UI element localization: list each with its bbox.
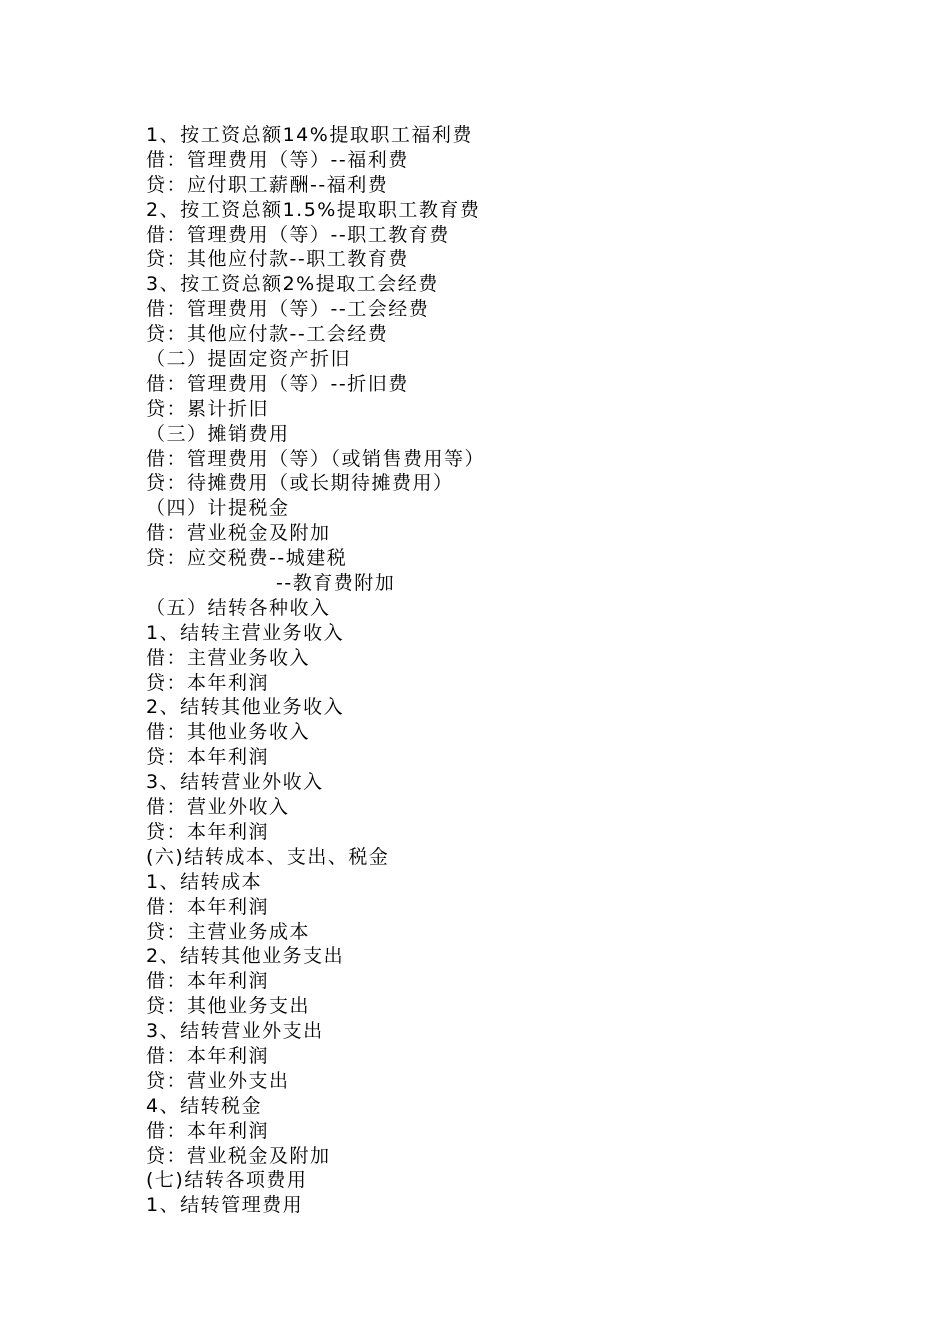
text-line: 1、结转成本 xyxy=(146,870,263,893)
text-line: （二）提固定资产折旧 xyxy=(146,348,352,371)
text-line: 贷：本年利润 xyxy=(146,746,270,769)
text-line: 1、结转主营业务收入 xyxy=(146,621,345,644)
text-line: 贷：应交税费--城建税 xyxy=(146,547,348,570)
text-line: 借：管理费用（等）（或销售费用等） xyxy=(146,447,486,470)
text-line: 1、按工资总额14%提取职工福利费 xyxy=(146,124,473,146)
text-line: 借：本年利润 xyxy=(146,895,270,918)
text-line: 3、结转营业外支出 xyxy=(146,1020,324,1043)
text-line: --教育费附加 xyxy=(276,572,396,595)
text-line: 3、结转营业外收入 xyxy=(146,771,324,794)
text-line: （五）结转各种收入 xyxy=(146,596,331,619)
text-line: 借：管理费用（等）--工会经费 xyxy=(146,298,430,321)
text-line: 借：管理费用（等）--福利费 xyxy=(146,148,409,171)
text-line: 借：管理费用（等）--职工教育费 xyxy=(146,223,450,246)
text-line: 1、结转管理费用 xyxy=(146,1194,304,1217)
text-line: （三）摊销费用 xyxy=(146,422,290,445)
text-line: 贷：其他应付款--职工教育费 xyxy=(146,248,409,271)
text-line: 2、结转其他业务支出 xyxy=(146,945,345,968)
text-line: 借：主营业务收入 xyxy=(146,646,311,669)
text-line: 借：本年利润 xyxy=(146,1044,270,1067)
text-line: 贷：待摊费用（或长期待摊费用） xyxy=(146,472,454,495)
document-body xyxy=(146,123,886,1218)
text-line: 贷：应付职工薪酬--福利费 xyxy=(146,173,389,196)
text-line: 贷：营业税金及附加 xyxy=(146,1144,331,1167)
text-line: 借：管理费用（等）--折旧费 xyxy=(146,372,409,395)
text-line: 2、按工资总额1.5%提取职工教育费 xyxy=(146,198,481,221)
text-line: (七)结转各项费用 xyxy=(146,1169,308,1192)
text-line: 借：营业外收入 xyxy=(146,796,290,819)
text-line: 借：营业税金及附加 xyxy=(146,522,331,545)
text-line: (六)结转成本、支出、税金 xyxy=(146,845,390,868)
text-line: 贷：累计折旧 xyxy=(146,397,270,420)
text-line: 3、按工资总额2%提取工会经费 xyxy=(146,273,439,296)
text-line: 贷：本年利润 xyxy=(146,820,270,843)
text-line: 2、结转其他业务收入 xyxy=(146,696,345,719)
text-line: （四）计提税金 xyxy=(146,497,290,520)
text-line: 借：本年利润 xyxy=(146,970,270,993)
text-line: 借：本年利润 xyxy=(146,1119,270,1142)
text-line: 贷：本年利润 xyxy=(146,671,270,694)
text-line: 借：其他业务收入 xyxy=(146,721,311,744)
text-line: 贷：其他业务支出 xyxy=(146,995,311,1018)
text-line: 贷：其他应付款--工会经费 xyxy=(146,323,389,346)
text-line: 贷：营业外支出 xyxy=(146,1069,290,1092)
text-line: 4、结转税金 xyxy=(146,1094,263,1117)
text-line: 贷：主营业务成本 xyxy=(146,920,311,943)
